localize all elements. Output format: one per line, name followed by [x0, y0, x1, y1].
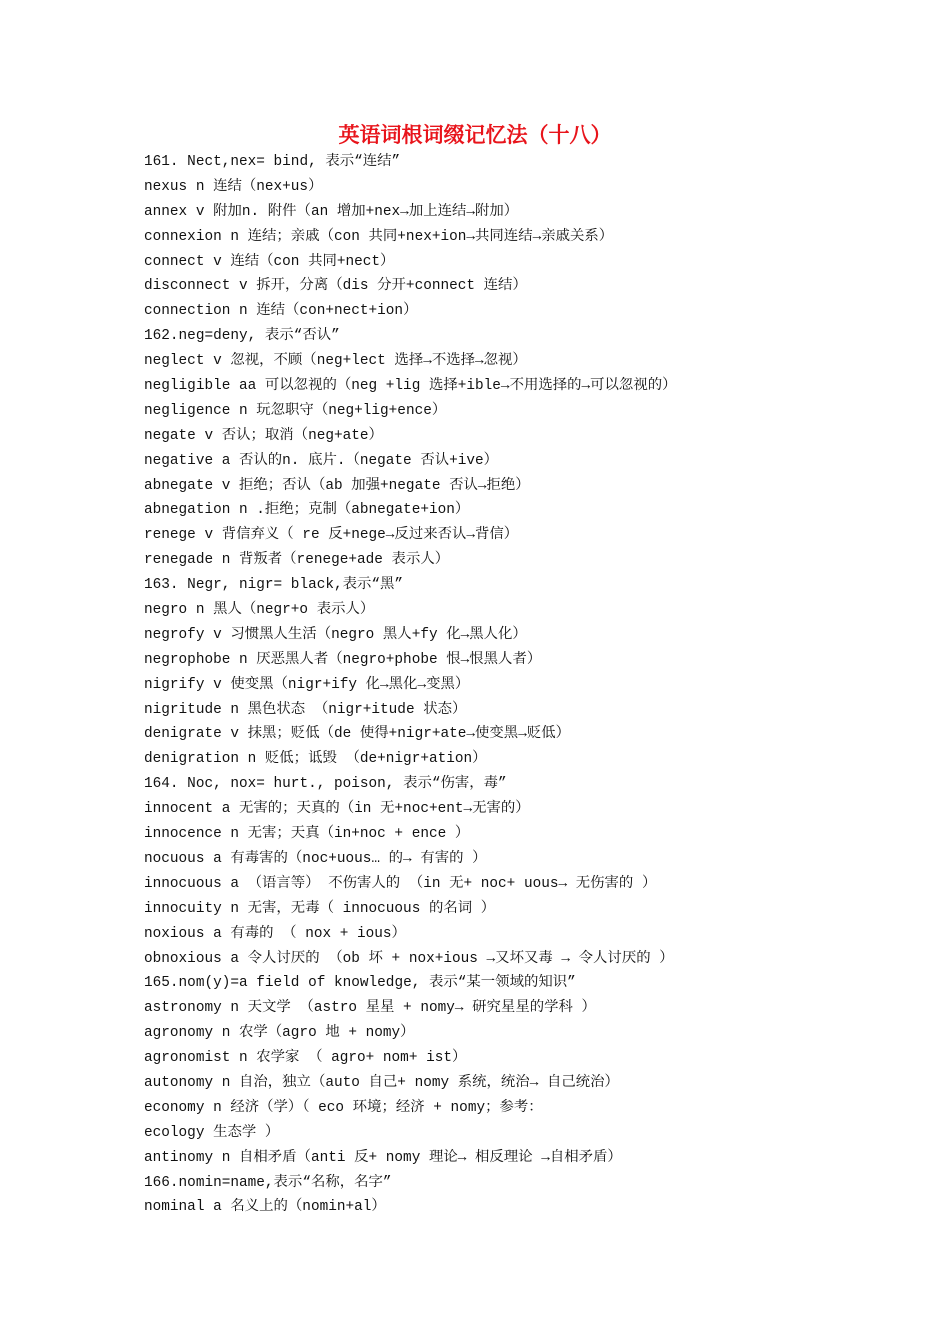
page-title: 英语词根词缀记忆法（十八） [338, 122, 612, 147]
vocabulary-line: negro n 黑人（negr+o 表示人） [144, 602, 375, 619]
vocabulary-line: economy n 经济（学）（ eco 环境；经济 + nomy；参考： [144, 1099, 543, 1116]
vocabulary-line: ecology 生态学 ） [144, 1124, 280, 1141]
vocabulary-line: antinomy n 自相矛盾（anti 反+ nomy 理论→ 相反理论 →自相矛盾） [144, 1149, 622, 1166]
vocabulary-line: connect v 连结（con 共同+nect） [144, 253, 395, 270]
vocabulary-line: 164. Noc, nox= hurt., poison, 表示“伤害，毒” [144, 776, 507, 793]
vocabulary-line: nominal a 名义上的（nomin+al） [144, 1199, 386, 1216]
vocabulary-line: autonomy n 自治，独立（auto 自己+ nomy 系统，统治→ 自己统治） [144, 1074, 619, 1091]
vocabulary-line: abnegate v 拒绝；否认（ab 加强+negate 否认→拒绝） [144, 477, 530, 494]
vocabulary-line: neglect v 忽视，不顾（neg+lect 选择→不选择→忽视） [144, 353, 527, 370]
vocabulary-line: negative a 否认的n. 底片.（negate 否认+ive） [144, 452, 499, 469]
vocabulary-line: agronomist n 农学家 （ agro+ nom+ ist） [144, 1050, 467, 1067]
vocabulary-list [144, 150, 924, 1220]
vocabulary-line: nocuous a 有毒害的（noc+uous… 的→ 有害的 ） [144, 850, 487, 867]
vocabulary-line: agronomy n 农学（agro 地 + nomy） [144, 1025, 415, 1042]
vocabulary-line: innocuity n 无害，无毒（ innocuous 的名词 ） [144, 900, 496, 917]
vocabulary-line: noxious a 有毒的 （ nox + ious） [144, 925, 406, 942]
vocabulary-line: annex v 附加n. 附件（an 增加+nex→加上连结→附加） [144, 203, 519, 220]
vocabulary-line: 162.neg=deny, 表示“否认” [144, 328, 340, 345]
vocabulary-line: connexion n 连结；亲戚（con 共同+nex+ion→共同连结→亲戚关系） [144, 228, 614, 245]
vocabulary-line: negate v 否认；取消（neg+ate） [144, 427, 383, 444]
vocabulary-line: abnegation n .拒绝；克制（abnegate+ion） [144, 502, 470, 519]
vocabulary-line: denigrate v 抹黑；贬低（de 使得+nigr+ate→使变黑→贬低） [144, 726, 571, 743]
vocabulary-line: innocence n 无害；天真（in+noc + ence ） [144, 826, 470, 843]
vocabulary-line: 161. Nect,nex= bind, 表示“连结” [144, 154, 401, 170]
vocabulary-line: renege v 背信弃义（ re 反+nege→反过来否认→背信） [144, 527, 519, 544]
vocabulary-line: negligence n 玩忽职守（neg+lig+ence） [144, 402, 447, 419]
vocabulary-line: negligible aa 可以忽视的（neg +lig 选择+ible→不用选择的→可以忽视的） [144, 378, 677, 395]
vocabulary-line: astronomy n 天文学 （astro 星星 + nomy→ 研究星星的学科 ） [144, 1000, 596, 1017]
vocabulary-line: nigritude n 黑色状态 （nigr+itude 状态） [144, 701, 467, 718]
vocabulary-line: nigrify v 使变黑（nigr+ify 化→黑化→变黑） [144, 676, 470, 693]
vocabulary-line: disconnect v 拆开，分离（dis 分开+connect 连结） [144, 278, 527, 295]
vocabulary-line: 163. Negr, nigr= black,表示“黑” [144, 577, 404, 594]
vocabulary-line: 166.nomin=name,表示“名称，名字” [144, 1174, 392, 1191]
vocabulary-line: negrofy v 习惯黑人生活（negro 黑人+fy 化→黑人化） [144, 626, 527, 643]
vocabulary-line: renegade n 背叛者（renege+ade 表示人） [144, 552, 450, 569]
vocabulary-line: obnoxious a 令人讨厌的 （ob 坏 + nox+ious →又坏又毒 → 令人讨厌的 ） [144, 950, 674, 967]
vocabulary-line: nexus n 连结（nex+us） [144, 178, 323, 195]
vocabulary-line: denigration n 贬低；诋毁 （de+nigr+ation） [144, 751, 487, 768]
vocabulary-line: innocent a 无害的；天真的（in 无+noc+ent→无害的） [144, 801, 530, 818]
vocabulary-line: connection n 连结（con+nect+ion） [144, 303, 418, 320]
vocabulary-line: 165.nom(y)=a field of knowledge, 表示“某一领域的知识” [144, 975, 576, 992]
vocabulary-line: negrophobe n 厌恶黑人者（negro+phobe 恨→恨黑人者） [144, 651, 542, 668]
vocabulary-line: innocuous a （语言等） 不伤害人的 （in 无+ noc+ uous→ 无伤害的 ） [144, 875, 657, 892]
